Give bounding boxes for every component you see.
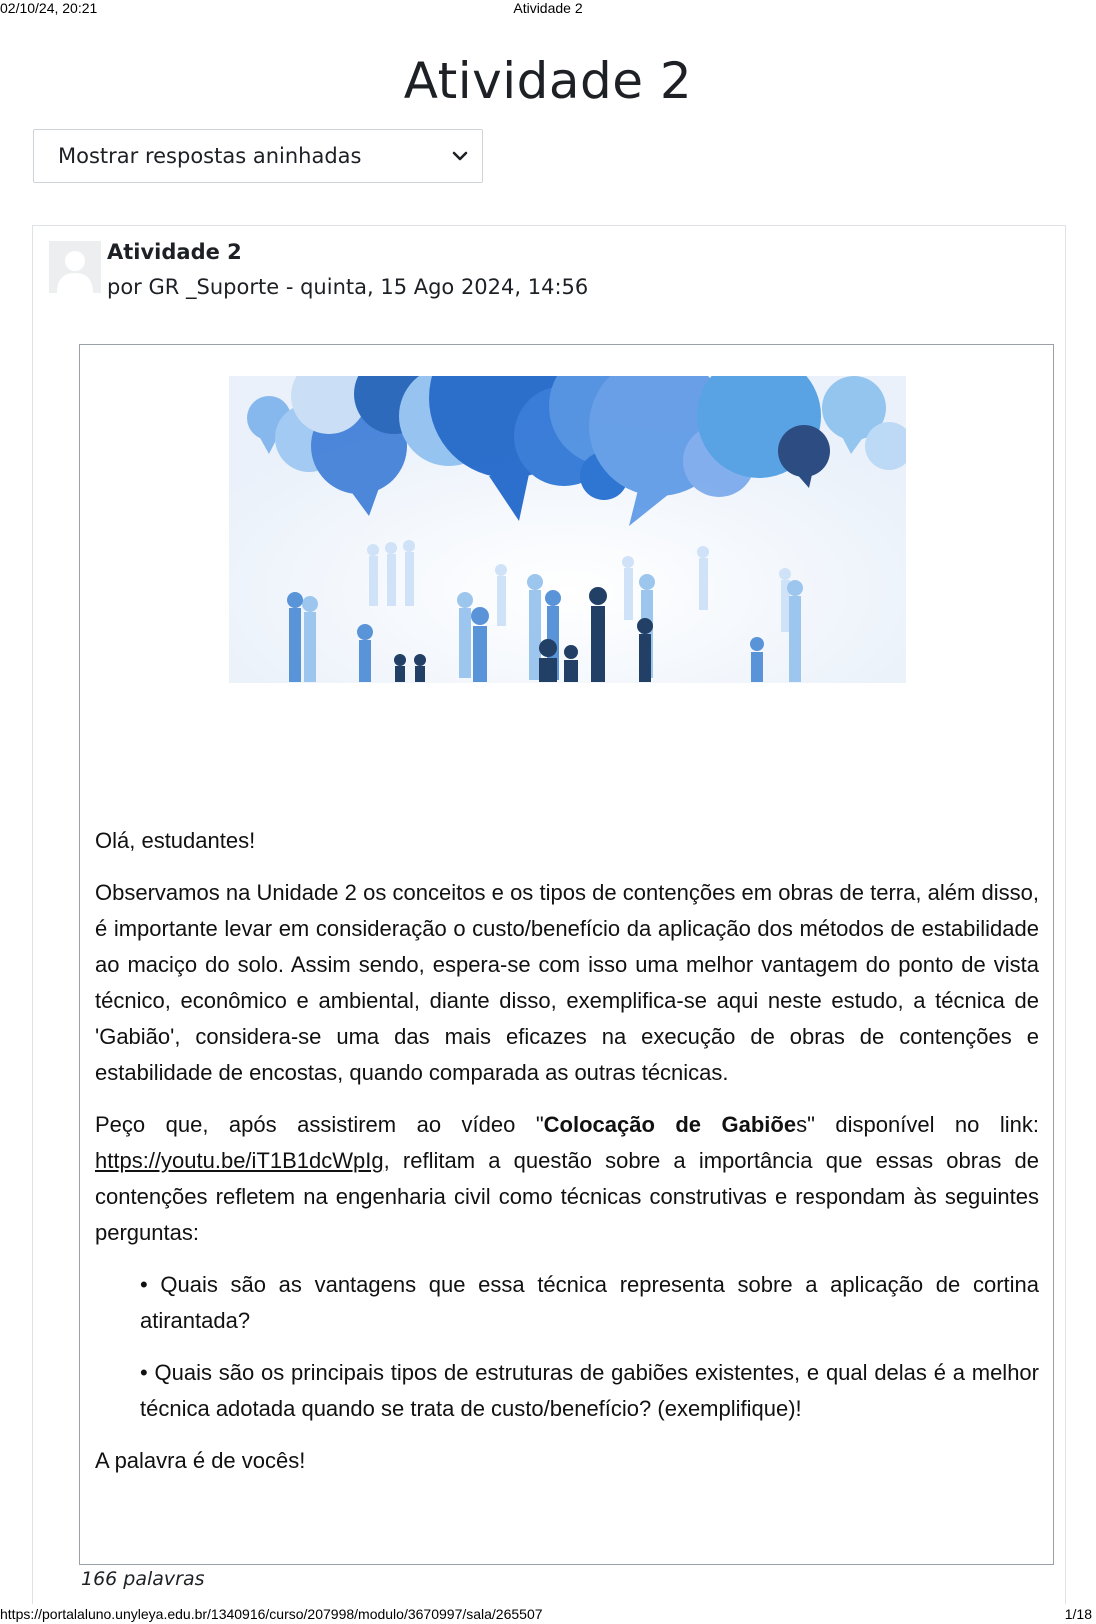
print-date: 02/10/24, 20:21 — [0, 0, 98, 16]
speech-bubbles-people-image — [229, 376, 906, 683]
paragraph-2 — [95, 1107, 1039, 1251]
print-footer — [0, 1604, 1096, 1624]
page-number: 1/18 — [1064, 1606, 1092, 1622]
post-subject: Atividade 2 — [107, 240, 242, 264]
chevron-down-icon — [450, 146, 470, 166]
paragraph-1: Observamos na Unidade 2 os conceitos e os tipos de contenções em obras de terra, além disso, é importante levar em consideração o custo/benefício da aplicação dos métodos de estabilidade ao maciço do solo. Assim sendo, espera-se com isso uma melhor vantagem do ponto de vista técnico, econômico e ambiental, diante disso, exemplifica-se aqui neste estudo, a técnica de 'Gabião', considera-se uma das mais eficazes na execução de obras de contenções e estabilidade de encostas, quando comparada as outras técnicas. — [95, 880, 1039, 1085]
print-title: Atividade 2 — [513, 0, 583, 16]
display-mode-select[interactable] — [33, 129, 483, 183]
post-content — [79, 344, 1054, 1565]
question-1: • Quais são as vantagens que essa técnica representa sobre a aplicação de cortina atirantada? — [140, 1272, 1039, 1333]
display-mode-value: Mostrar respostas aninhadas — [58, 144, 362, 168]
word-count: 166 palavras — [81, 1568, 205, 1590]
post-author[interactable]: GR _Suporte — [148, 275, 280, 299]
p2-after: , reflitam a questão sobre a importância que essas obras de contenções refletem na engenharia civil como técnicas construtivas e respondam às seguintes perguntas: — [95, 1148, 1039, 1245]
p2-mid: s" disponível no link: — [796, 1112, 1040, 1137]
greeting: Olá, estudantes! — [95, 828, 256, 853]
meta-separator: - — [279, 275, 301, 299]
page-url: https://portalaluno.unyleya.edu.br/1340916/curso/207998/modulo/3670997/sala/265507 — [0, 1606, 543, 1622]
user-avatar-icon[interactable] — [49, 241, 101, 293]
print-header — [0, 0, 1096, 20]
post-meta — [107, 275, 588, 299]
closing: A palavra é de vocês! — [95, 1448, 306, 1473]
p2-before: Peço que, após assistirem ao vídeo " — [95, 1112, 544, 1137]
post-date: quinta, 15 Ago 2024, 14:56 — [300, 275, 589, 299]
message-body — [95, 823, 1039, 1479]
meta-prefix: por — [107, 275, 149, 299]
page-title: Atividade 2 — [403, 52, 693, 110]
discussion-post — [32, 225, 1066, 1624]
question-2: • Quais são os principais tipos de estruturas de gabiões existentes, e qual delas é a melhor técnica adotada quando se trata de custo/benefício? (exemplifique)! — [140, 1360, 1039, 1421]
video-title: Colocação de Gabiõe — [543, 1112, 797, 1137]
video-link[interactable]: https://youtu.be/iT1B1dcWpIg — [95, 1148, 384, 1173]
